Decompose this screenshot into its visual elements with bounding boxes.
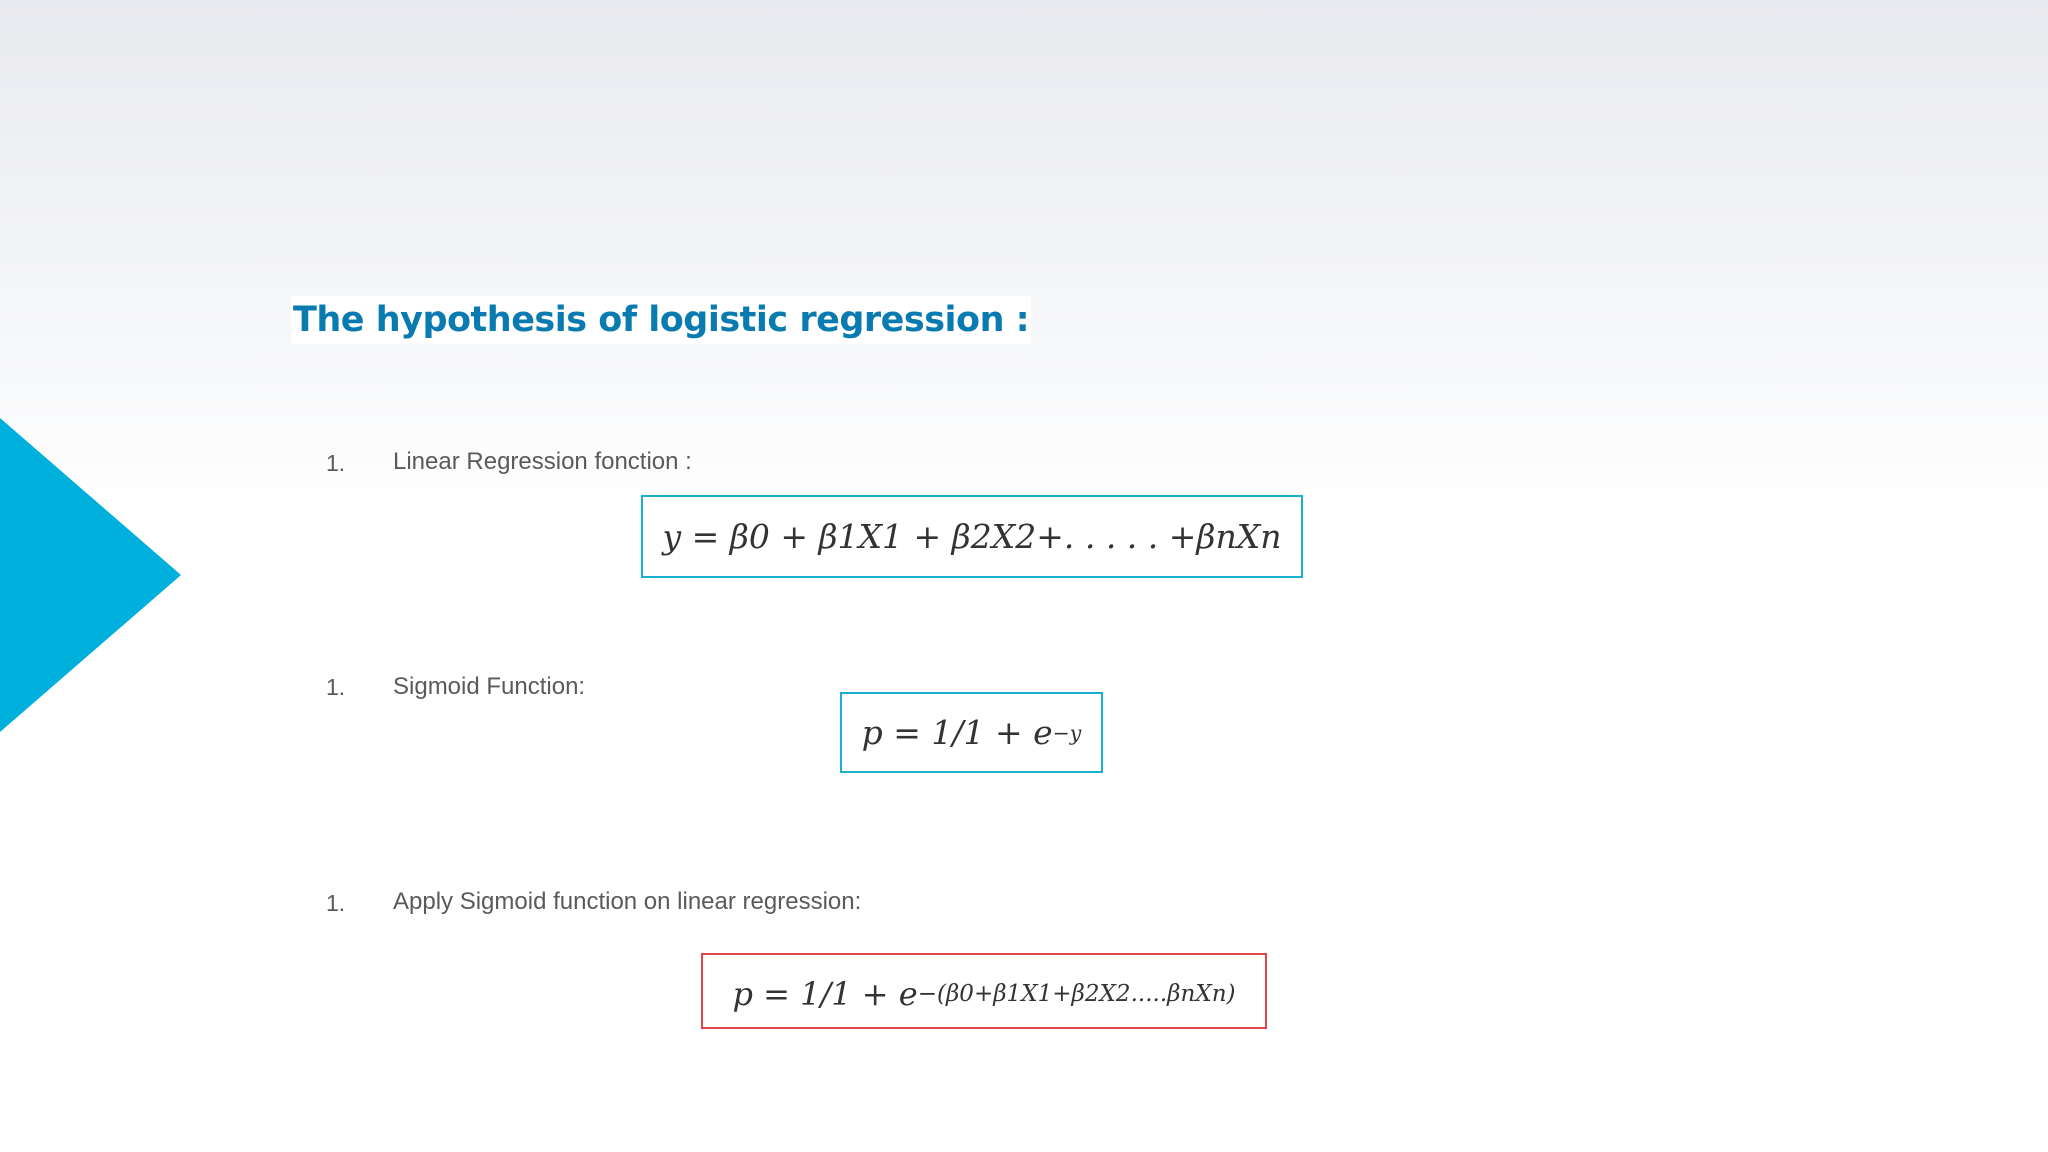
formula-sigmoid: p = 1/1 + e −y [840, 692, 1103, 773]
list-item-number: 1. [326, 674, 346, 700]
formula-main: p = 1/1 + e [732, 975, 918, 1013]
formula-main: p = 1/1 + e [861, 713, 1053, 752]
slide-title: The hypothesis of logistic regression : [291, 296, 1031, 344]
list-item-number: 1. [326, 450, 346, 476]
accent-triangle-shape [0, 418, 181, 732]
list-item-label-sigmoid: Sigmoid Function: [393, 673, 586, 700]
formula-logistic-regression: p = 1/1 + e −(β0+β1X1+β2X2.....βnXn) [701, 953, 1267, 1029]
formula-main: y = β0 + β1X1 + β2X2+. . . . . +βnXn [662, 517, 1282, 556]
list-item-number: 1. [326, 890, 346, 916]
list-item-label-apply-sigmoid: Apply Sigmoid function on linear regression: [393, 888, 862, 915]
formula-linear-regression [641, 495, 1303, 578]
list-item-label-linear-regression: Linear Regression fonction : [393, 448, 692, 475]
